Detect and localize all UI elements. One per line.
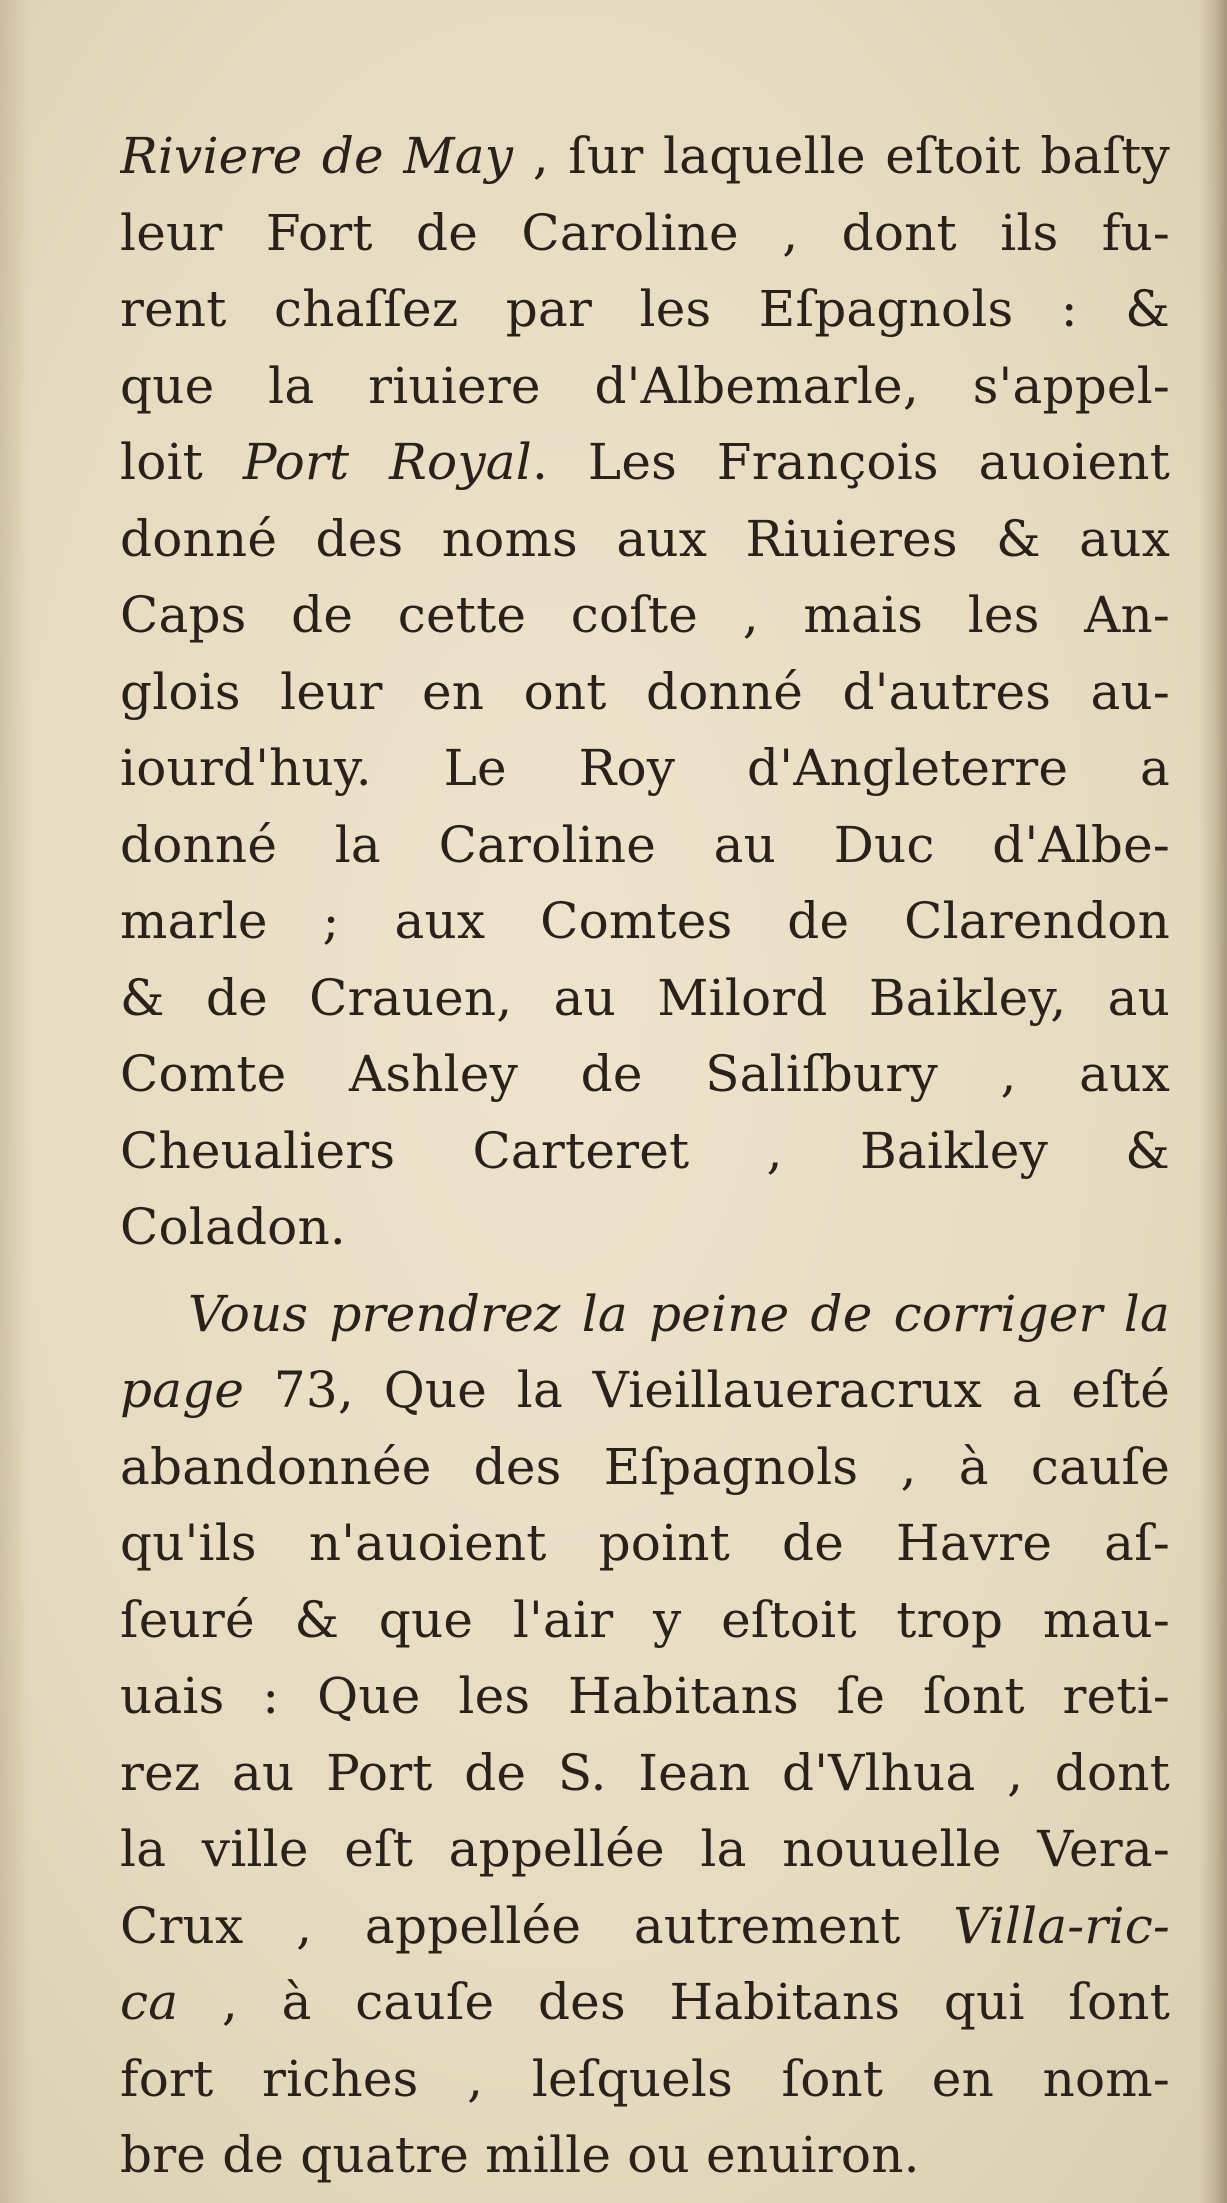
text-segment: donné la Caroline au Duc d'Albe- (120, 815, 1170, 874)
text-line (120, 654, 1170, 731)
text-segment: uais : Que les Habitans ſe ſont reti- (120, 1667, 1170, 1725)
text-segment: qu'ils n'auoient point de Havre aſ- (120, 1514, 1170, 1572)
text-line (120, 1658, 1170, 1735)
text-segment: & de Crauen, au Milord Baikley, au (120, 968, 1170, 1027)
text-line (120, 348, 1170, 425)
text-line (120, 730, 1170, 807)
text-line (120, 1113, 1170, 1190)
text-segment: , ſur laquelle eſtoit baſty (513, 127, 1170, 185)
text-segment: , à cauſe des Habitans qui ſont (178, 1973, 1170, 2031)
text-line (120, 1276, 1170, 1353)
text-line (120, 1888, 1170, 1965)
text-segment: Coladon. (120, 1198, 346, 1256)
text-line (120, 118, 1170, 195)
text-segment: la ville eſt appellée la nouuelle Vera- (120, 1820, 1170, 1878)
text-segment: rez au Port de S. Iean d'Vlhua , dont (120, 1743, 1170, 1802)
text-line (120, 1429, 1170, 1506)
text-line (120, 501, 1170, 578)
text-segment: iourd'huy. Le Roy d'Angleterre a (120, 739, 1170, 797)
text-segment: Cheualiers Carteret , Baikley & (120, 1121, 1170, 1180)
text-line (120, 960, 1170, 1037)
text-segment: glois leur en ont donné d'autres au- (120, 662, 1170, 721)
text-segment: fort riches , leſquels ſont en nom- (120, 2049, 1170, 2108)
text-line (120, 1189, 1170, 1266)
text-line (120, 271, 1170, 348)
text-line (120, 1036, 1170, 1113)
italic-text-segment: Port Royal (242, 433, 532, 491)
text-segment: abandonnée des Eſpagnols , à cauſe (120, 1437, 1170, 1496)
italic-text-segment: page (120, 1361, 245, 1419)
text-segment: . Les François auoient (531, 433, 1170, 491)
text-line (120, 1505, 1170, 1582)
text-line (120, 195, 1170, 272)
text-segment: bre de quatre mille ou enuiron. (120, 2126, 920, 2184)
text-segment: Crux , appellée autrement (120, 1896, 954, 1955)
text-segment: marle ; aux Comtes de Clarendon (120, 892, 1170, 950)
text-segment: 73, Que la Vieillaueracrux a eſté (244, 1361, 1170, 1419)
text-segment: leur Fort de Caroline , dont ils fu- (120, 203, 1170, 262)
paragraph-caroline (120, 118, 1170, 1266)
italic-text-segment: Riviere de May (120, 127, 514, 185)
text-line (120, 1811, 1170, 1888)
italic-text-segment: Vous prendrez la peine de corriger la (188, 1284, 1170, 1343)
text-line (120, 1352, 1170, 1429)
text-line (120, 577, 1170, 654)
text-segment: que la riuiere d'Albemarle, s'appel- (120, 356, 1170, 415)
text-segment: rent chaſſez par les Eſpagnols : & (120, 280, 1170, 338)
italic-text-segment: Villa-ric- (953, 1896, 1170, 1955)
text-line (120, 424, 1170, 501)
page-gutter-shadow (0, 0, 30, 2203)
page-edge-shadow (1199, 0, 1227, 2203)
text-line (120, 1964, 1170, 2041)
text-segment: ſeuré & que l'air y eſtoit trop mau- (120, 1590, 1170, 1649)
text-line (120, 1735, 1170, 1812)
text-line (120, 2117, 1170, 2194)
page-text-block (120, 118, 1170, 2194)
text-segment: donné des noms aux Riuieres & aux (120, 509, 1170, 568)
text-line (120, 2041, 1170, 2118)
paragraph-correction (120, 1276, 1170, 2194)
text-line (120, 883, 1170, 960)
text-line (120, 1582, 1170, 1659)
text-segment: loit (120, 433, 243, 491)
text-line (120, 807, 1170, 884)
text-segment: Caps de cette coſte , mais les An- (120, 586, 1170, 644)
text-segment: Comte Ashley de Saliſbury , aux (120, 1045, 1170, 1103)
italic-text-segment: ca (120, 1973, 179, 2031)
